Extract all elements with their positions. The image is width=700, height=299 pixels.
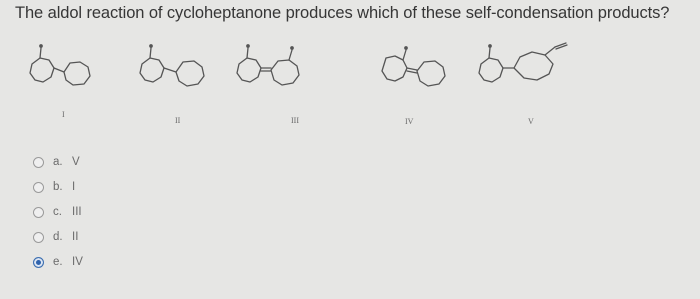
radio-e[interactable] (33, 257, 44, 268)
structure-ii (140, 45, 204, 86)
option-b-letter: b. (53, 181, 63, 193)
structure-i (30, 45, 90, 85)
option-c-value: III (72, 206, 82, 218)
option-e-letter: e. (53, 256, 63, 268)
structure-label-i: I (62, 110, 65, 119)
option-e[interactable] (33, 252, 153, 272)
radio-d[interactable] (33, 232, 44, 243)
option-a-letter: a. (53, 156, 63, 168)
option-a-value: V (72, 156, 80, 168)
option-a[interactable] (33, 152, 153, 172)
option-b-value: I (72, 181, 76, 193)
structure-label-iv: IV (405, 117, 414, 126)
option-c-letter: c. (53, 206, 62, 218)
radio-c[interactable] (33, 207, 44, 218)
option-d-letter: d. (53, 231, 63, 243)
structure-label-iii: III (291, 116, 299, 125)
option-b[interactable] (33, 177, 153, 197)
radio-b[interactable] (33, 182, 44, 193)
option-e-value: IV (72, 256, 83, 268)
structure-v (479, 43, 567, 82)
structure-iv (382, 47, 445, 86)
radio-a[interactable] (33, 157, 44, 168)
option-d-value: II (72, 231, 79, 243)
option-c[interactable] (33, 202, 153, 222)
structure-iii (237, 45, 299, 85)
structure-label-ii: II (175, 116, 181, 125)
question-text: The aldol reaction of cycloheptanone produces which of these self-condensation products? (15, 4, 670, 22)
structure-label-v: V (528, 117, 534, 126)
option-d[interactable] (33, 227, 153, 247)
